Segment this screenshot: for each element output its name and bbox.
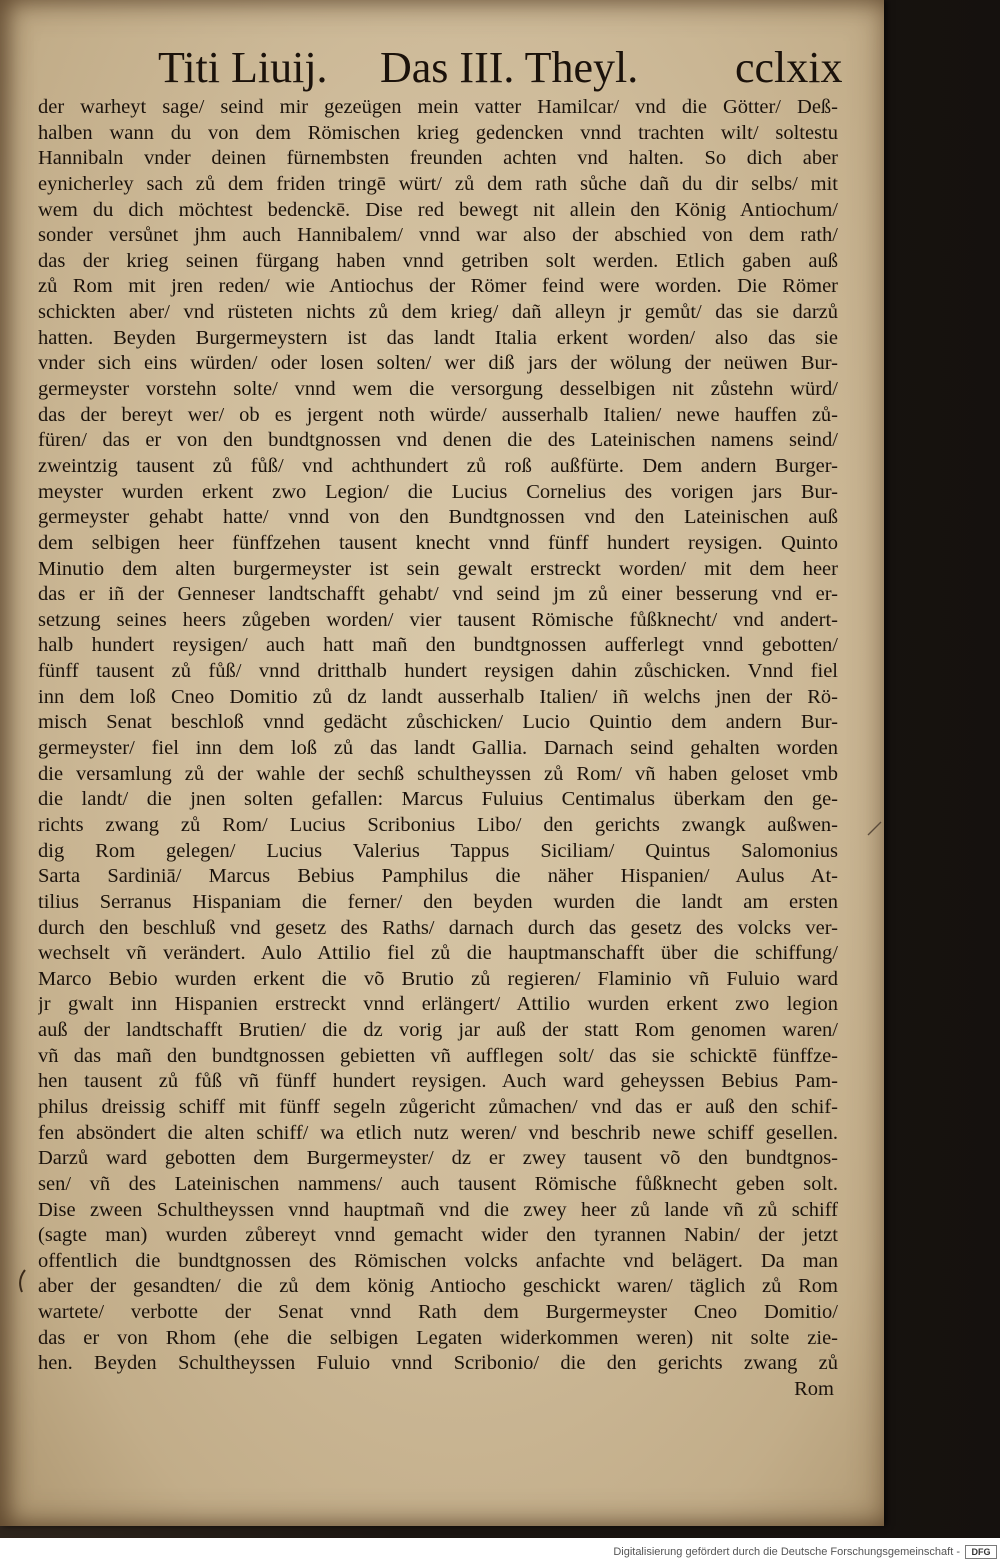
- text-line: zweintzig tausent zů fůß/ vnd achthundert zů roß außfürte. Dem andern Burger-: [38, 454, 838, 477]
- text-line: halben wann du von dem Römischen krieg gedencken vnnd trachten wilt/ soltestu: [38, 121, 838, 144]
- text-line: wem du dich möchtest bedenckē. Dise red bewegt nit allein den König Antiochum/: [38, 198, 838, 221]
- text-line: füren/ das er von den bundtgnossen vnd denen die des Lateinischen namens seind/: [38, 429, 838, 452]
- digitization-footer: [0, 1538, 1000, 1566]
- dfg-logo: DFG: [965, 1545, 997, 1559]
- text-line: das der bereyt wer/ ob es jergent noth würde/ ausserhalb Italien/ newe hauffen zů-: [38, 403, 838, 426]
- text-line: dig Rom gelegen/ Lucius Valerius Tappus Siciliam/ Quintus Salomonius: [38, 839, 838, 862]
- text-line: eynicherley sach zů dem friden tringē würt/ zů dem rath sůche dañ du dir selbs/ mit: [38, 172, 838, 195]
- text-line: die landt/ die jnen solten gefallen: Marcus Fuluius Centimalus überkam den ge-: [38, 788, 838, 811]
- text-line: germeyster gehabt hatte/ vnnd von den Bundtgnossen vnd den Lateinischen auß: [38, 506, 838, 529]
- text-line: schickten aber/ vnd rüsteten nichts zů dem krieg/ dañ alleyn jr gemůt/ das sie darzů: [38, 301, 838, 324]
- text-line: aber der gesandten/ die zů dem könig Antiocho geschickt waren/ täglich zů Rom: [38, 1275, 838, 1298]
- folio-number: cclxix: [735, 43, 843, 92]
- text-line: halb hundert reysigen/ auch hatt mañ den bundtgnossen aufferlegt vnnd gebotten/: [38, 634, 838, 657]
- text-line: Darzů ward gebotten dem Burgermeyster/ dz er zwey tausent võ den bundtgnos-: [38, 1147, 838, 1170]
- running-head-title: Titi Liuij.: [158, 43, 328, 92]
- text-line: der warheyt sage/ seind mir gezeügen mein vatter Hamilcar/ vnd die Götter/ Deß-: [38, 96, 838, 118]
- text-line: das der krieg seinen fürgang haben vnnd getriben solt werden. Etlich gaben auß: [38, 249, 838, 272]
- text-line: fen absöndert die alten schiff/ wa etlich nutz weren/ vnd beschrib newe schiff gesellen.: [38, 1121, 838, 1144]
- text-line: Minutio dem alten burgermeyster ist sein gewalt erstreckt worden/ mit dem heer: [38, 557, 838, 580]
- text-line: zů Rom mit jren reden/ wie Antiochus der Römer feind were worden. Die Römer: [38, 275, 838, 298]
- text-line: Hannibaln vnder deinen fürnembsten freunden achten vnd halten. So dich aber: [38, 147, 838, 170]
- text-line: hen tausent zů fůß vñ fünff hundert reysigen. Auch ward geheyssen Bebius Pam-: [38, 1070, 838, 1093]
- text-line: sonder versůnet jhm auch Hannibalem/ vnnd war also der abschied von dem rath/: [38, 224, 838, 247]
- text-line: richts zwang zů Rom/ Lucius Scribonius Libo/ den gerichts zwangk außwen-: [38, 813, 838, 836]
- text-line: misch Senat beschloß vnnd gedächt zůschicken/ Lucio Quintio dem andern Bur-: [38, 711, 838, 734]
- text-line: vnder sich eins würden/ oder losen solten/ wer diß jars der wölung der neüwen Bur-: [38, 352, 838, 375]
- text-line: setzung seines heers zůgeben worden/ vier tausent Römische fůßknecht/ vnd andert-: [38, 608, 838, 631]
- text-line: fünff tausent zů fůß/ vnnd dritthalb hundert reysigen dahin zůschicken. Vnnd fiel: [38, 660, 838, 683]
- text-line: vñ das mañ den bundtgnossen gebietten vñ aufflegen solt/ das sie schicktē fünffze-: [38, 1044, 838, 1067]
- text-line: das er iñ der Genneser landtschafft gehabt/ vnd seind jm zů einer besserung vnd er-: [38, 583, 838, 606]
- text-line: wartete/ verbotte der Senat vnnd Rath dem Burgermeyster Cneo Domitio/: [38, 1301, 838, 1324]
- text-line: auß der landtschafft Brutien/ die dz vorig jar auß der statt Rom genomen waren/: [38, 1019, 838, 1042]
- text-line: meyster wurden erkent zwo Legion/ die Lucius Cornelius des vorigen jars Bur-: [38, 480, 838, 503]
- text-line: germeyster/ fiel inn dem loß zů das landt Gallia. Darnach seind gehalten worden: [38, 737, 838, 760]
- text-line: das er von Rhom (ehe die selbigen Legaten widerkommen weren) nit solte zie-: [38, 1326, 838, 1349]
- catchword: Rom: [794, 1378, 834, 1401]
- text-line: germeyster vorstehn solte/ vnnd wem die versorgung desselbigen nit zůstehn würd/: [38, 378, 838, 401]
- text-line: philus dreissig schiff mit fünff segeln zůgericht zůmachen/ vnd das er auß den schif-: [38, 1095, 838, 1118]
- text-line: dem selbigen heer fünffzehen tausent knecht vnnd fünff hundert reysigen. Quinto: [38, 531, 838, 554]
- text-line: (sagte man) wurden zůbereyt vnnd gemacht wider den tyrannen Nabin/ der jetzt: [38, 1224, 838, 1247]
- text-line: durch den beschluß vnd gesetz des Raths/ darnach durch das gesetz des volcks ver-: [38, 916, 838, 939]
- text-line: hatten. Beyden Burgermeystern ist das landt Italia erkent worden/ also das sie: [38, 326, 838, 349]
- funding-notice: Digitalisierung gefördert durch die Deutsche Forschungsgemeinschaft -: [613, 1546, 960, 1558]
- text-line: jr gwalt inn Hispanien erstreckt vnnd erlängert/ Attilio wurden erkent zwo legion: [38, 993, 838, 1016]
- text-line: sen/ vñ des Lateinischen nammens/ auch tausent Römische fůßknecht geben solt.: [38, 1172, 838, 1195]
- text-line: Marco Bebio wurden erkent die võ Brutio zů regieren/ Flaminio vñ Fuluio ward: [38, 967, 838, 990]
- text-line: Sarta Sardiniā/ Marcus Bebius Pamphilus die näher Hispanien/ Aulus At-: [38, 865, 838, 888]
- text-line: hen. Beyden Schultheyssen Fuluio vnnd Scribonio/ die den gerichts zwang zů: [38, 1352, 838, 1375]
- text-line: tilius Serranus Hispaniam die ferner/ den beyden wurden die landt am ersten: [38, 890, 838, 913]
- running-head-part: Das III. Theyl.: [380, 43, 639, 92]
- ink-mark: [20, 1270, 25, 1292]
- text-line: die versamlung zů der wahle der sechß schultheyssen zů Rom/ vñ haben geloset vmb: [38, 762, 838, 785]
- pencil-mark: [868, 822, 881, 835]
- text-line: Dise zween Schultheyssen vnnd hauptmañ vnd die zwey heer zů lande vñ zů schiff: [38, 1198, 838, 1221]
- body-text: [38, 95, 838, 1403]
- text-line: inn dem loß Cneo Domitio zů dz landt ausserhalb Italien/ iñ welchs jnen der Rö-: [38, 685, 838, 708]
- text-line: offentlich die bundtgnossen des Römischen volcks anfachte vnd belägert. Da man: [38, 1249, 838, 1272]
- text-line: wechselt vñ verändert. Aulo Attilio fiel zů die hauptmanschafft über die schiffung/: [38, 942, 838, 965]
